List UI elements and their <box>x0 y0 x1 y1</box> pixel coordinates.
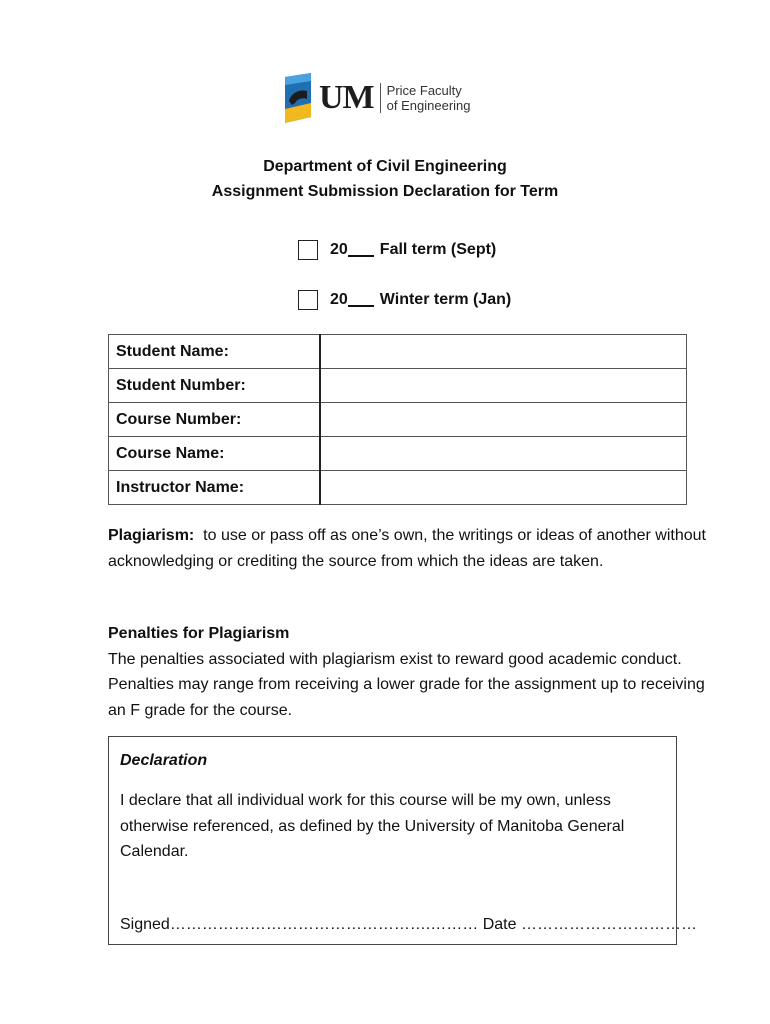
logo-wordmark: UM <box>319 79 374 116</box>
winter-term-checkbox[interactable] <box>298 290 318 310</box>
logo-faculty-line1: Price Faculty <box>386 83 462 98</box>
winter-term-year-prefix: 20 <box>330 291 348 308</box>
bison-shield-icon <box>283 73 313 123</box>
student-number-label: Student Number: <box>109 369 320 403</box>
plagiarism-term: Plagiarism: <box>108 527 195 544</box>
table-row <box>109 437 687 471</box>
page-title <box>0 154 770 204</box>
student-name-label: Student Name: <box>109 335 320 369</box>
declaration-title: Declaration <box>120 752 208 769</box>
student-name-cell <box>320 335 687 369</box>
course-name-label: Course Name: <box>109 437 320 471</box>
fall-term-label: Fall term (Sept) <box>379 241 497 258</box>
fall-term-year-blank[interactable] <box>348 243 374 257</box>
logo-faculty-name <box>387 83 471 113</box>
winter-term-label: Winter term (Jan) <box>379 291 512 308</box>
table-row <box>109 471 687 505</box>
term-option-winter[interactable] <box>298 288 511 312</box>
penalties-section <box>108 621 708 723</box>
student-name-field[interactable] <box>321 336 687 368</box>
course-number-field[interactable] <box>321 404 687 436</box>
student-number-cell <box>320 369 687 403</box>
instructor-name-field[interactable] <box>321 472 687 504</box>
penalties-heading: Penalties for Plagiarism <box>108 625 290 642</box>
fall-term-year-prefix: 20 <box>330 241 348 258</box>
declaration-text: I declare that all individual work for this course will be my own, unless otherwise referenced, as defined by the University of Manitoba General Calendar. <box>120 792 625 860</box>
student-info-table <box>108 334 687 505</box>
instructor-name-label: Instructor Name: <box>109 471 320 505</box>
course-number-label: Course Number: <box>109 403 320 437</box>
table-row <box>109 403 687 437</box>
instructor-name-cell <box>320 471 687 505</box>
table-row <box>109 335 687 369</box>
winter-term-year-blank[interactable] <box>348 293 374 307</box>
logo-divider <box>380 83 381 113</box>
plagiarism-definition <box>108 523 708 574</box>
course-name-cell <box>320 437 687 471</box>
declaration-box <box>108 736 697 945</box>
signature-date-line[interactable]: Signed………………………………………….……… Date …………………………… <box>120 916 697 933</box>
course-name-field[interactable] <box>321 438 687 470</box>
plagiarism-definition-text: to use or pass off as one’s own, the writings or ideas of another without acknowledging or crediting the source from which the ideas are taken. <box>108 527 706 570</box>
course-number-cell <box>320 403 687 437</box>
table-row <box>109 369 687 403</box>
logo-faculty-line2: of Engineering <box>386 98 471 113</box>
form-title: Assignment Submission Declaration for Term <box>211 183 559 200</box>
student-number-field[interactable] <box>321 370 687 402</box>
university-logo <box>283 72 471 124</box>
department-name: Department of Civil Engineering <box>263 158 507 175</box>
term-option-fall[interactable] <box>298 238 496 262</box>
penalties-text: The penalties associated with plagiarism exist to reward good academic conduct. Penalties may range from receiving a lower grade for the assignment up to receiving an F grade for the course. <box>108 650 705 719</box>
fall-term-checkbox[interactable] <box>298 240 318 260</box>
